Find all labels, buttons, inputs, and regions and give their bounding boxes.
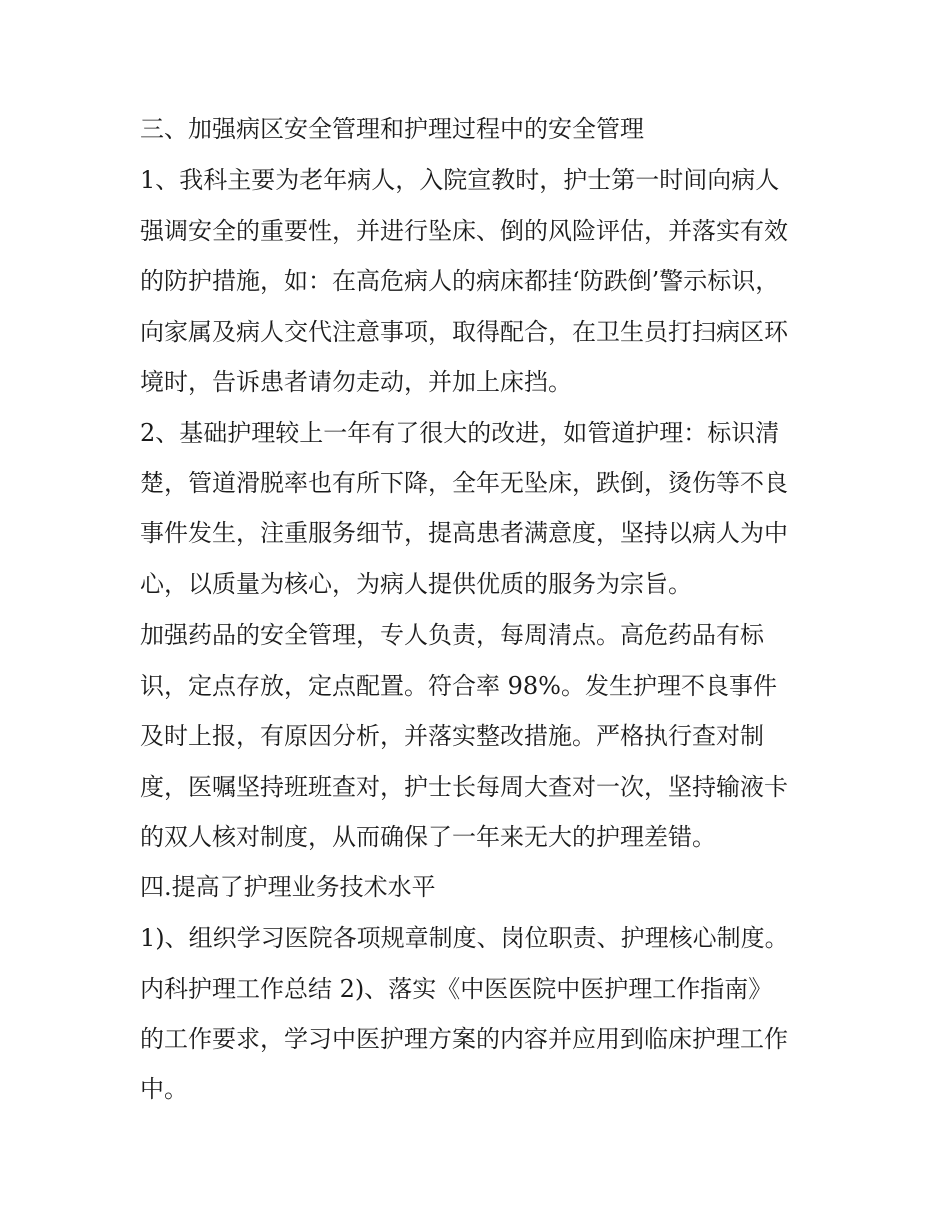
paragraph-line: 中。 xyxy=(140,1075,188,1103)
paragraph-line: 的双人核对制度，从而确保了一年来无大的护理差错。 xyxy=(140,823,716,851)
paragraph-line: 强调安全的重要性，并进行坠床、倒的风险评估，并落实有效 xyxy=(140,217,788,245)
paragraph-line: 境时，告诉患者请勿走动，并加上床挡。 xyxy=(140,368,572,396)
section-heading-4: 四.提高了护理业务技术水平 xyxy=(140,873,436,901)
paragraph-line: 度，医嘱坚持班班查对，护士长每周大查对一次，坚持输液卡 xyxy=(140,773,788,801)
paragraph-line: 心，以质量为核心，为病人提供优质的服务为宗旨。 xyxy=(140,570,692,598)
paragraph-line: 识，定点存放，定点配置。符合率 98%。发生护理不良事件 xyxy=(140,672,777,700)
paragraph-line: 1)、组织学习医院各项规章制度、岗位职责、护理核心制度。 xyxy=(140,924,789,952)
section-heading-3: 三、加强病区安全管理和护理过程中的安全管理 xyxy=(140,115,644,143)
paragraph-line: 向家属及病人交代注意事项，取得配合，在卫生员打扫病区环 xyxy=(140,318,788,346)
paragraph-line: 及时上报，有原因分析，并落实整改措施。严格执行查对制 xyxy=(140,722,764,750)
paragraph-line: 的防护措施，如：在高危病人的病床都挂‘防跌倒’警示标识， xyxy=(140,267,780,295)
paragraph-line: 楚，管道滑脱率也有所下降，全年无坠床，跌倒，烫伤等不良 xyxy=(140,469,788,497)
paragraph-line: 加强药品的安全管理，专人负责，每周清点。高危药品有标 xyxy=(140,621,764,649)
paragraph-line: 的工作要求，学习中医护理方案的内容并应用到临床护理工作 xyxy=(140,1025,788,1053)
paragraph-line: 2、基础护理较上一年有了很大的改进，如管道护理：标识清 xyxy=(140,419,780,447)
paragraph-line: 1、我科主要为老年病人，入院宣教时，护士第一时间向病人 xyxy=(140,166,780,194)
paragraph-line: 事件发生，注重服务细节，提高患者满意度，坚持以病人为中 xyxy=(140,519,788,547)
paragraph-line: 内科护理工作总结 2)、落实《中医医院中医护理工作指南》 xyxy=(140,975,773,1003)
